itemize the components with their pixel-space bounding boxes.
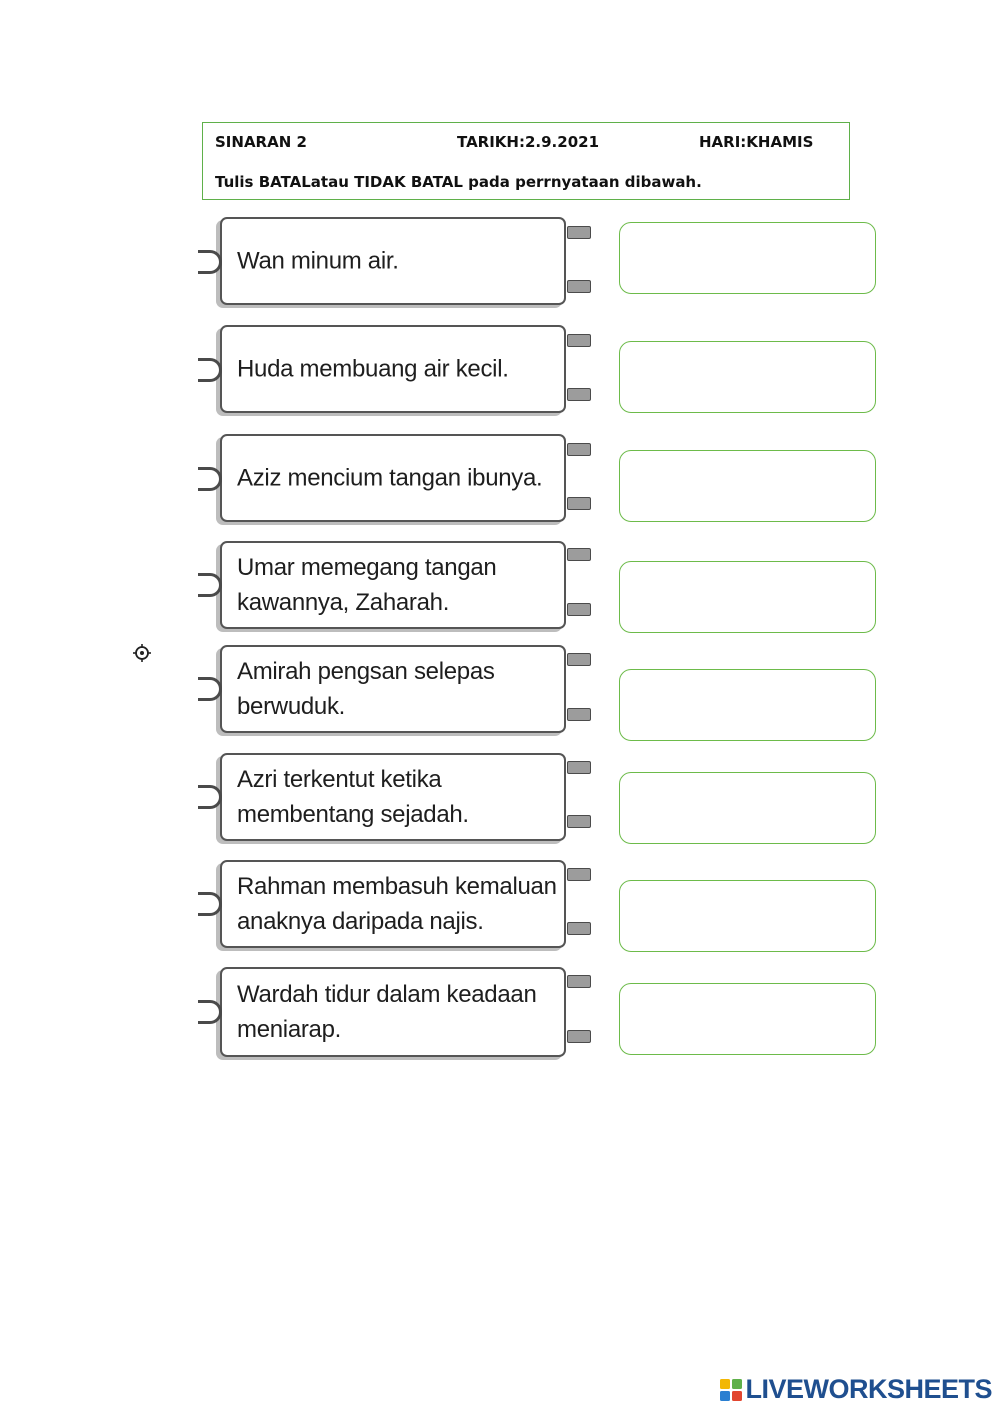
card-clip-icon xyxy=(198,467,222,491)
statement-text: Umar memegang tangan kawannya, Zaharah. xyxy=(237,554,497,616)
statement-card xyxy=(220,541,566,629)
plug-icon xyxy=(567,548,591,561)
answer-input[interactable] xyxy=(619,450,876,522)
plug-icon xyxy=(567,603,591,616)
statement-text: Rahman membasuh kemaluan anaknya daripada najis. xyxy=(237,873,557,935)
liveworksheets-logo xyxy=(720,1374,992,1405)
statement-text: Wardah tidur dalam keadaan meniarap. xyxy=(237,981,537,1043)
plug-icon xyxy=(567,443,591,456)
statement-card xyxy=(220,434,566,522)
card-clip-icon xyxy=(198,677,222,701)
worksheet-header xyxy=(202,122,850,200)
plug-icon xyxy=(567,815,591,828)
card-clip-icon xyxy=(198,892,222,916)
statement-card xyxy=(220,967,566,1057)
card-clip-icon xyxy=(198,573,222,597)
answer-input[interactable] xyxy=(619,222,876,294)
plug-icon xyxy=(567,280,591,293)
card-clip-icon xyxy=(198,250,222,274)
date-label: TARIKH:2.9.2021 xyxy=(457,133,600,151)
plug-icon xyxy=(567,334,591,347)
statement-text: Aziz mencium tangan ibunya. xyxy=(237,464,543,492)
plug-icon xyxy=(567,497,591,510)
plug-icon xyxy=(567,1030,591,1043)
move-handle-icon[interactable] xyxy=(133,644,151,662)
statement-text: Amirah pengsan selepas berwuduk. xyxy=(237,658,495,720)
statement-card xyxy=(220,645,566,733)
card-clip-icon xyxy=(198,785,222,809)
plug-icon xyxy=(567,708,591,721)
answer-input[interactable] xyxy=(619,880,876,952)
statement-card xyxy=(220,217,566,305)
brand-wordmark: LIVEWORKSHEETS xyxy=(745,1374,992,1404)
statement-card xyxy=(220,753,566,841)
plug-icon xyxy=(567,653,591,666)
statement-text: Huda membuang air kecil. xyxy=(237,355,509,383)
statement-text: Wan minum air. xyxy=(237,247,399,275)
plug-icon xyxy=(567,868,591,881)
answer-input[interactable] xyxy=(619,669,876,741)
liveworksheets-logo-icon xyxy=(720,1379,742,1401)
plug-icon xyxy=(567,388,591,401)
answer-input[interactable] xyxy=(619,561,876,633)
statement-text: Azri terkentut ketika membentang sejadah. xyxy=(237,766,469,828)
day-label: HARI:KHAMIS xyxy=(699,133,814,151)
answer-input[interactable] xyxy=(619,772,876,844)
statement-card xyxy=(220,860,566,948)
plug-icon xyxy=(567,226,591,239)
card-clip-icon xyxy=(198,358,222,382)
instruction-text: Tulis BATALatau TIDAK BATAL pada perrnyataan dibawah. xyxy=(215,173,702,191)
answer-input[interactable] xyxy=(619,983,876,1055)
card-clip-icon xyxy=(198,1000,222,1024)
statement-card xyxy=(220,325,566,413)
plug-icon xyxy=(567,975,591,988)
plug-icon xyxy=(567,922,591,935)
class-label: SINARAN 2 xyxy=(215,133,307,151)
answer-input[interactable] xyxy=(619,341,876,413)
plug-icon xyxy=(567,761,591,774)
